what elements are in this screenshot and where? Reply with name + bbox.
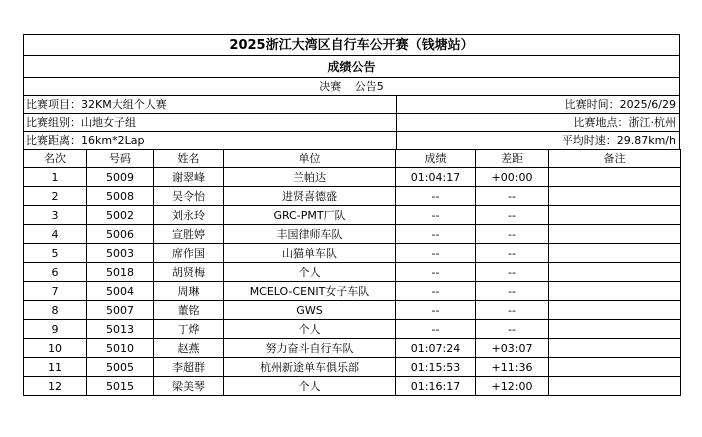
- rank-cell: 5: [24, 244, 87, 263]
- rank-cell: 8: [24, 301, 87, 320]
- bib-cell: 5008: [87, 187, 154, 206]
- rank-cell: 12: [24, 377, 87, 396]
- note-cell: [549, 339, 681, 358]
- time-cell: --: [396, 206, 476, 225]
- col-gap-header: 差距: [476, 150, 549, 168]
- time-cell: --: [396, 282, 476, 301]
- team-cell: 杭州新途单车俱乐部: [224, 358, 396, 377]
- team-cell: 兰帕达: [224, 168, 396, 187]
- results-sheet: [23, 34, 680, 396]
- time-cell: 01:04:17: [396, 168, 476, 187]
- bib-cell: 5002: [87, 206, 154, 225]
- name-cell: 丁烨: [154, 320, 224, 339]
- name-cell: 宣胜婷: [154, 225, 224, 244]
- team-cell: 努力奋斗自行车队: [224, 339, 396, 358]
- table-row: [24, 358, 681, 377]
- table-row: [24, 282, 681, 301]
- note-cell: [549, 225, 681, 244]
- bib-cell: 5007: [87, 301, 154, 320]
- table-row: [24, 206, 681, 225]
- name-cell: 赵燕: [154, 339, 224, 358]
- name-cell: 谢翠峰: [154, 168, 224, 187]
- table-row: [24, 244, 681, 263]
- gap-cell: --: [476, 301, 549, 320]
- note-cell: [549, 187, 681, 206]
- col-name-header: 姓名: [154, 150, 224, 168]
- event-speed: 平均时速：29.87km/h: [561, 134, 676, 147]
- gap-cell: --: [476, 263, 549, 282]
- name-cell: 董铭: [154, 301, 224, 320]
- bib-cell: 5013: [87, 320, 154, 339]
- rank-cell: 11: [24, 358, 87, 377]
- rank-cell: 4: [24, 225, 87, 244]
- note-cell: [549, 168, 681, 187]
- name-cell: 周琳: [154, 282, 224, 301]
- name-cell: 刘永玲: [154, 206, 224, 225]
- bib-cell: 5004: [87, 282, 154, 301]
- table-row: [24, 339, 681, 358]
- team-cell: 个人: [224, 377, 396, 396]
- bib-cell: 5009: [87, 168, 154, 187]
- team-cell: 进贤喜德盛: [224, 187, 396, 206]
- time-cell: 01:16:17: [396, 377, 476, 396]
- event-time: 比赛时间：2025/6/29: [564, 98, 676, 111]
- table-row: [24, 320, 681, 339]
- time-cell: --: [396, 320, 476, 339]
- bib-cell: 5018: [87, 263, 154, 282]
- team-cell: 丰国律师车队: [224, 225, 396, 244]
- name-cell: 席作国: [154, 244, 224, 263]
- info-row-group: [23, 114, 680, 132]
- gap-cell: --: [476, 225, 549, 244]
- event-group: 比赛组别：山地女子组: [26, 116, 136, 129]
- col-bib-header: 号码: [87, 150, 154, 168]
- name-cell: 吴令怡: [154, 187, 224, 206]
- note-cell: [549, 282, 681, 301]
- note-cell: [549, 320, 681, 339]
- bib-cell: 5003: [87, 244, 154, 263]
- time-cell: --: [396, 187, 476, 206]
- team-cell: GWS: [224, 301, 396, 320]
- time-cell: --: [396, 301, 476, 320]
- col-time-header: 成绩: [396, 150, 476, 168]
- table-header-row: [24, 150, 681, 168]
- rank-cell: 7: [24, 282, 87, 301]
- rank-cell: 2: [24, 187, 87, 206]
- gap-cell: --: [476, 206, 549, 225]
- gap-cell: --: [476, 282, 549, 301]
- gap-cell: --: [476, 187, 549, 206]
- gap-cell: +03:07: [476, 339, 549, 358]
- team-cell: 山猫单车队: [224, 244, 396, 263]
- bib-cell: 5015: [87, 377, 154, 396]
- gap-cell: +12:00: [476, 377, 549, 396]
- event-distance: 比赛距离：16km*2Lap: [26, 134, 145, 147]
- time-cell: --: [396, 244, 476, 263]
- bib-cell: 5006: [87, 225, 154, 244]
- note-cell: [549, 358, 681, 377]
- name-cell: 李超群: [154, 358, 224, 377]
- time-cell: --: [396, 225, 476, 244]
- info-row-event: [23, 96, 680, 114]
- rank-cell: 10: [24, 339, 87, 358]
- table-row: [24, 187, 681, 206]
- team-cell: 个人: [224, 263, 396, 282]
- note-cell: [549, 244, 681, 263]
- gap-cell: +11:36: [476, 358, 549, 377]
- rank-cell: 1: [24, 168, 87, 187]
- rank-cell: 6: [24, 263, 87, 282]
- results-table: [23, 149, 681, 396]
- round-label: 决赛: [319, 80, 342, 93]
- name-cell: 胡贤梅: [154, 263, 224, 282]
- team-cell: 个人: [224, 320, 396, 339]
- col-team-header: 单位: [224, 150, 396, 168]
- note-cell: [549, 263, 681, 282]
- col-note-header: 备注: [549, 150, 681, 168]
- rank-cell: 9: [24, 320, 87, 339]
- time-cell: 01:15:53: [396, 358, 476, 377]
- table-row: [24, 301, 681, 320]
- table-row: [24, 168, 681, 187]
- document-title: 2025浙江大湾区自行车公开赛（钱塘站）: [23, 34, 680, 56]
- gap-cell: --: [476, 244, 549, 263]
- note-cell: [549, 377, 681, 396]
- table-row: [24, 263, 681, 282]
- gap-cell: +00:00: [476, 168, 549, 187]
- name-cell: 梁美琴: [154, 377, 224, 396]
- bib-cell: 5010: [87, 339, 154, 358]
- note-cell: [549, 206, 681, 225]
- note-cell: [549, 301, 681, 320]
- team-cell: GRC-PMT厂队: [224, 206, 396, 225]
- table-row: [24, 225, 681, 244]
- bib-cell: 5005: [87, 358, 154, 377]
- col-rank-header: 名次: [24, 150, 87, 168]
- event-place: 比赛地点：浙江·杭州: [573, 116, 676, 129]
- time-cell: 01:07:24: [396, 339, 476, 358]
- gap-cell: --: [476, 320, 549, 339]
- time-cell: --: [396, 263, 476, 282]
- table-row: [24, 377, 681, 396]
- bulletin-label: 公告5: [354, 80, 384, 93]
- rank-cell: 3: [24, 206, 87, 225]
- document-subtitle: 成绩公告: [23, 56, 680, 78]
- event-name: 比赛项目：32KM大组个人赛: [26, 98, 167, 111]
- info-row-distance: [23, 132, 680, 150]
- team-cell: MCELO-CENIT女子车队: [224, 282, 396, 301]
- round-line: [23, 78, 680, 96]
